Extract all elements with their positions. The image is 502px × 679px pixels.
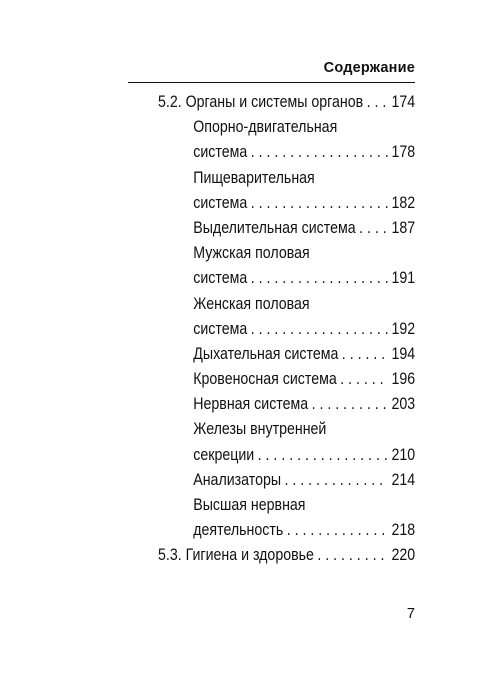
toc-entry — [158, 166, 415, 191]
toc-entry-page: 192 — [391, 319, 416, 338]
running-header-title: Содержание — [323, 60, 415, 76]
toc-entry-title: система — [193, 193, 248, 212]
toc-entry-title: Женская половая — [193, 294, 310, 313]
toc-entry-title: деятельность — [193, 521, 284, 540]
toc-entry-title: Анализаторы — [193, 470, 282, 489]
page-number: 7 — [406, 606, 415, 622]
toc-entry-page: 214 — [391, 470, 416, 489]
toc-entry-page: 210 — [391, 445, 416, 464]
dot-leader — [258, 443, 388, 468]
toc-entry-page: 194 — [391, 344, 416, 363]
toc-entry-title: Опорно-двигательная — [193, 118, 338, 137]
toc-entry-title: система — [193, 269, 248, 288]
dot-leader — [251, 266, 388, 291]
toc-entry-title: Нервная система — [193, 395, 309, 414]
dot-leader — [359, 216, 388, 241]
toc-entry — [158, 216, 415, 241]
toc-entry-page: 187 — [391, 218, 416, 237]
toc-entry — [158, 417, 415, 442]
toc-entry — [158, 543, 415, 568]
toc-entry-title: система — [193, 319, 248, 338]
dot-leader — [312, 392, 388, 417]
toc-entry-title: секреции — [193, 445, 255, 464]
dot-leader — [342, 342, 388, 367]
dot-leader — [367, 90, 388, 115]
toc-entry-title: 5.3. Гигиена и здоровье — [158, 546, 314, 565]
toc-entry-page: 218 — [391, 521, 416, 540]
dot-leader — [317, 543, 388, 568]
toc-entry — [158, 493, 415, 518]
running-header — [128, 58, 415, 83]
toc-entry — [158, 367, 415, 392]
dot-leader — [251, 140, 388, 165]
toc-entry-title: Кровеносная система — [193, 370, 337, 389]
toc-entry-title: Мужская половая — [193, 244, 310, 263]
toc-entry — [158, 90, 415, 115]
toc-entry — [158, 518, 415, 543]
toc-entry-title: Высшая нервная — [193, 496, 306, 514]
toc-entry — [158, 115, 415, 140]
toc-entry-page: 182 — [391, 193, 416, 212]
toc-entry — [158, 317, 415, 342]
table-of-contents — [158, 90, 415, 569]
toc-entry-title: Пищеварительная — [193, 168, 315, 187]
dot-leader — [251, 191, 388, 216]
toc-entry — [158, 191, 415, 216]
toc-entry — [158, 266, 415, 291]
toc-entry — [158, 468, 415, 493]
toc-entry-title: Выделительная система — [193, 218, 356, 237]
toc-entry-page: 191 — [391, 269, 416, 288]
toc-entry — [158, 292, 415, 317]
toc-entry-page: 174 — [391, 93, 416, 111]
toc-entry — [158, 241, 415, 266]
dot-leader — [287, 518, 388, 543]
toc-entry-page: 196 — [391, 370, 416, 389]
dot-leader — [340, 367, 388, 392]
toc-entry-page: 178 — [391, 143, 416, 162]
toc-entry-page: 203 — [391, 395, 416, 414]
toc-entry-page: 220 — [391, 546, 416, 565]
dot-leader — [285, 468, 389, 493]
toc-entry-title: Железы внутренней — [193, 420, 327, 439]
toc-entry — [158, 140, 415, 165]
dot-leader — [251, 317, 388, 342]
toc-entry-title: система — [193, 143, 248, 162]
toc-entry-title: 5.2. Органы и системы органов — [158, 93, 364, 111]
toc-entry — [158, 392, 415, 417]
toc-entry — [158, 443, 415, 468]
toc-entry — [158, 342, 415, 367]
toc-entry-title: Дыхательная система — [193, 344, 339, 363]
